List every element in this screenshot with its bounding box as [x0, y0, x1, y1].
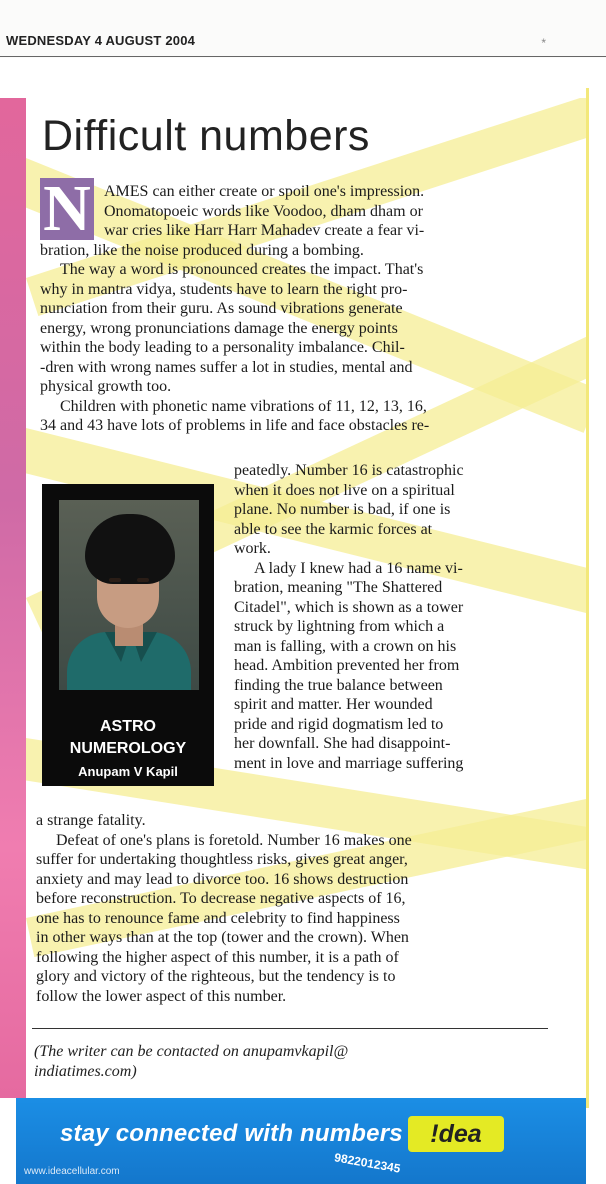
column-name-astro: ASTRO: [100, 718, 156, 735]
header-rule: [0, 56, 606, 57]
text-line: following the higher aspect of this number, it is a path of: [36, 948, 399, 966]
columnist-box: [42, 484, 214, 786]
ad-phone-number: 9822012345: [333, 1150, 402, 1176]
corner-mark: *: [541, 36, 546, 50]
right-border: [586, 88, 589, 1108]
text-line: man is falling, with a crown on his: [234, 637, 457, 655]
text-line: glory and victory of the righteous, but the tendency is to: [36, 968, 396, 985]
text-line: pride and rigid dogmatism led to: [234, 715, 444, 733]
text-line: her downfall. She had disappoint-: [234, 735, 451, 752]
dateline: WEDNESDAY 4 AUGUST 2004: [6, 33, 196, 48]
text-line: ment in love and marriage suffering: [234, 754, 464, 772]
column-name-numerology: NUMEROLOGY: [69, 740, 187, 757]
article-title: Difficult numbers: [42, 112, 370, 160]
drop-cap: N: [40, 178, 94, 240]
article-narrow-column: [234, 461, 546, 773]
idea-logo: !dea: [408, 1116, 504, 1152]
text-line: Citadel", which is shown as a tower: [234, 598, 464, 616]
ad-url[interactable]: www.ideacellular.com: [24, 1166, 120, 1177]
page-header: [0, 0, 606, 58]
text-line: 34 and 43 have lots of problems in life and face obstacles re-: [40, 417, 430, 434]
writer-contact: [34, 1042, 554, 1082]
text-line: suffer for undertaking thoughtless risks, gives great anger,: [36, 851, 408, 868]
text-line: in other ways than at the top (tower and the crown). When: [36, 929, 409, 946]
text-line: bration, like the noise produced during a bombing.: [40, 241, 364, 259]
idea-advertisement[interactable]: [16, 1098, 586, 1184]
text-line: work.: [234, 540, 271, 557]
text-line: The way a word is pronounced creates the impact. That's: [60, 261, 424, 278]
columnist-name: Anupam V Kapil: [78, 764, 178, 779]
text-line: one has to renounce fame and celebrity to find happiness: [36, 909, 400, 927]
article-conclusion: [36, 811, 546, 1006]
ad-slogan: stay connected with numbers: [60, 1120, 403, 1147]
text-line: a strange fatality.: [36, 812, 146, 829]
text-line: -dren with wrong names suffer a lot in studies, mental and: [40, 358, 413, 376]
text-line: within the body leading to a personality imbalance. Chil-: [40, 339, 405, 356]
text-line: finding the true balance between: [234, 676, 443, 694]
article-intro: [40, 182, 550, 436]
text-line: when it does not live on a spiritual: [234, 481, 455, 499]
text-line: A lady I knew had a 16 name vi-: [254, 559, 463, 577]
contact-rule: [32, 1028, 548, 1029]
text-line: Onomatopoeic words like Voodoo, dham dham or: [104, 202, 423, 220]
columnist-photo: [59, 500, 199, 690]
text-line: head. Ambition prevented her from: [234, 657, 460, 674]
text-line: (The writer can be contacted on anupamvkapil@: [34, 1043, 349, 1060]
text-line: before reconstruction. To decrease negative aspects of 16,: [36, 890, 406, 907]
pink-side-band: [0, 98, 26, 1098]
text-line: Defeat of one's plans is foretold. Number 16 makes one: [56, 831, 412, 849]
text-line: plane. No number is bad, if one is: [234, 501, 451, 518]
text-line: spirit and matter. Her wounded: [234, 696, 433, 713]
text-line: able to see the karmic forces at: [234, 520, 433, 538]
text-line: bration, meaning "The Shattered: [234, 579, 443, 596]
text-line: physical growth too.: [40, 378, 172, 395]
text-line: energy, wrong pronunciations damage the energy points: [40, 319, 398, 337]
text-line: struck by lightning from which a: [234, 618, 445, 635]
text-line: peatedly. Number 16 is catastrophic: [234, 462, 464, 479]
text-line: war cries like Harr Harr Mahadev create a fear vi-: [104, 222, 425, 239]
text-line: nunciation from their guru. As sound vibrations generate: [40, 300, 403, 317]
text-line: anxiety and may lead to divorce too. 16 shows destruction: [36, 870, 409, 888]
text-line: Children with phonetic name vibrations of 11, 12, 13, 16,: [60, 397, 427, 415]
text-line: indiatimes.com): [34, 1063, 137, 1080]
text-line: follow the lower aspect of this number.: [36, 987, 287, 1005]
text-line: why in mantra vidya, students have to learn the right pro-: [40, 280, 408, 298]
text-line: AMES can either create or spoil one's impression.: [104, 183, 425, 200]
